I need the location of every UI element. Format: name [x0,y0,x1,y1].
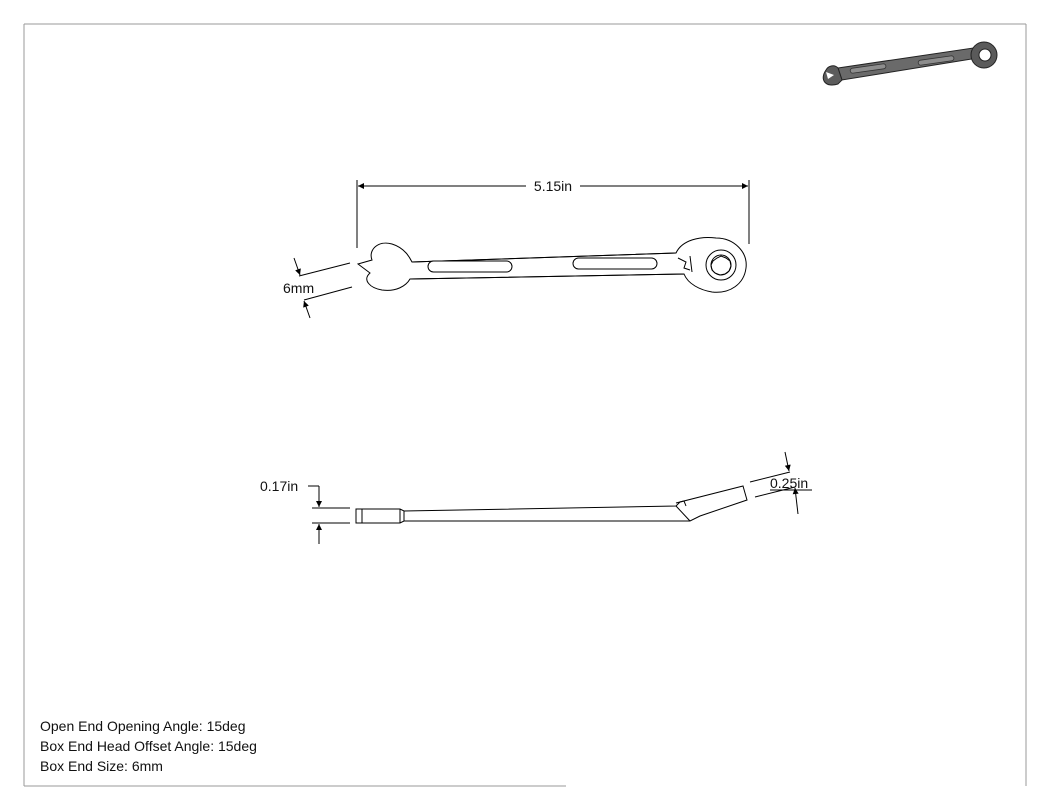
open-end-thickness-label: 0.17in [260,478,299,494]
sheet-border [24,24,1026,786]
note-box-end-size: Box End Size: 6mm [40,758,163,774]
wrench-isometric-thumbnail [823,42,997,85]
dimension-open-end-thickness [308,486,350,544]
wrench-top-view [358,238,746,293]
overall-length-label: 5.15in [533,178,573,194]
box-end-thickness-label: 0.25in [770,475,809,491]
note-open-end-opening-angle: Open End Opening Angle: 15deg [40,718,246,734]
drawing-notes [0,716,560,786]
open-end-size-label: 6mm [283,280,315,296]
wrench-side-view [356,486,747,523]
note-box-end-head-offset-angle: Box End Head Offset Angle: 15deg [40,738,257,754]
